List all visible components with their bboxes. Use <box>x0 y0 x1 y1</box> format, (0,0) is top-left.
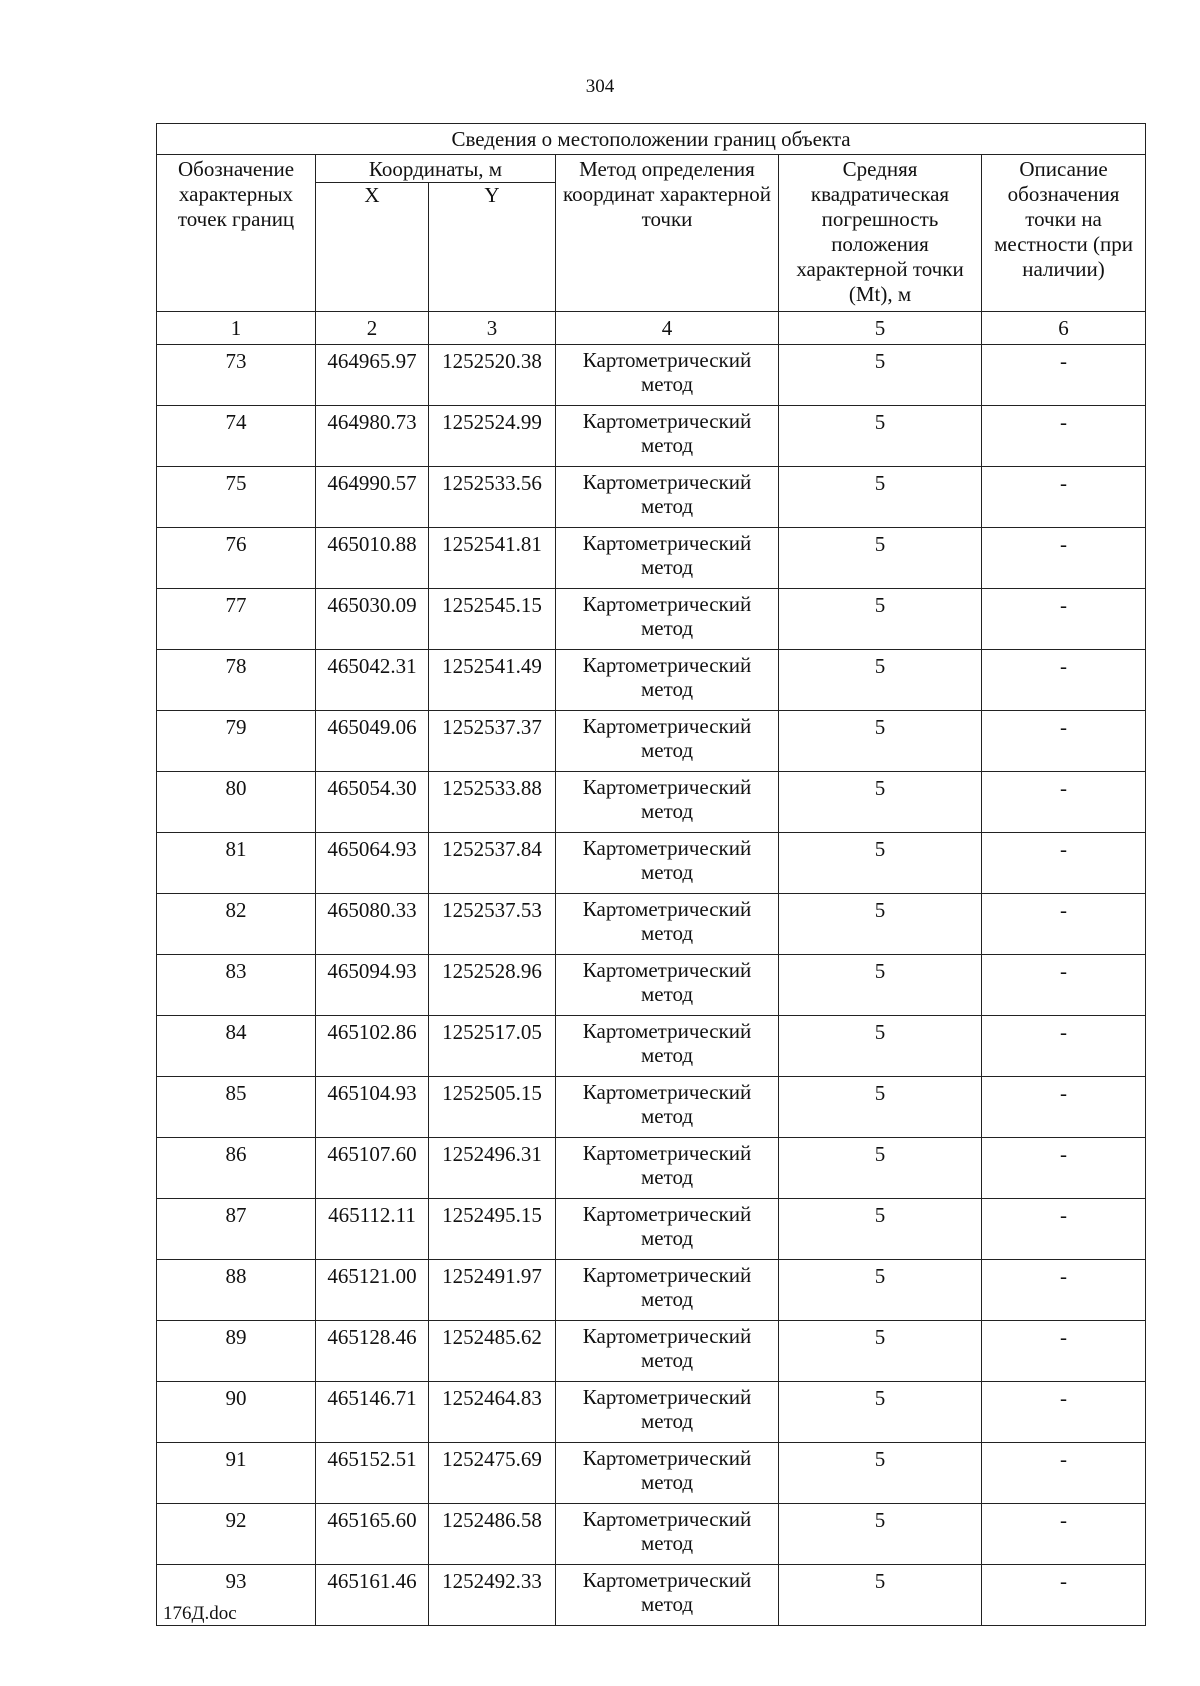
cell-x: 464990.57 <box>316 467 429 528</box>
cell-y: 1252485.62 <box>429 1321 556 1382</box>
table-row <box>157 1321 1146 1382</box>
cell-y: 1252533.56 <box>429 467 556 528</box>
cell-x: 465104.93 <box>316 1077 429 1138</box>
cell-description: - <box>982 1443 1146 1504</box>
cell-point: 77 <box>157 589 316 650</box>
header-mean-square-error: Средняя квадратическая погрешность положения характерной точки (Mt), м <box>779 155 982 312</box>
cell-method: Картометрический метод <box>556 1077 779 1138</box>
cell-x: 465146.71 <box>316 1382 429 1443</box>
cell-description: - <box>982 406 1146 467</box>
cell-y: 1252533.88 <box>429 772 556 833</box>
cell-method: Картометрический метод <box>556 1016 779 1077</box>
cell-x: 464965.97 <box>316 345 429 406</box>
cell-point: 85 <box>157 1077 316 1138</box>
cell-description: - <box>982 711 1146 772</box>
cell-method: Картометрический метод <box>556 894 779 955</box>
cell-x: 465064.93 <box>316 833 429 894</box>
cell-point: 93 <box>157 1565 316 1626</box>
cell-point: 78 <box>157 650 316 711</box>
boundary-coordinates-table <box>156 123 1146 1626</box>
cell-description: - <box>982 955 1146 1016</box>
column-number: 4 <box>556 312 779 345</box>
cell-point: 81 <box>157 833 316 894</box>
column-number: 1 <box>157 312 316 345</box>
cell-description: - <box>982 345 1146 406</box>
cell-method: Картометрический метод <box>556 345 779 406</box>
cell-method: Картометрический метод <box>556 650 779 711</box>
table-row <box>157 528 1146 589</box>
cell-error: 5 <box>779 1138 982 1199</box>
table-row <box>157 1382 1146 1443</box>
cell-description: - <box>982 589 1146 650</box>
cell-error: 5 <box>779 406 982 467</box>
cell-description: - <box>982 833 1146 894</box>
cell-y: 1252486.58 <box>429 1504 556 1565</box>
table-row <box>157 1443 1146 1504</box>
cell-x: 465049.06 <box>316 711 429 772</box>
cell-x: 465102.86 <box>316 1016 429 1077</box>
cell-description: - <box>982 528 1146 589</box>
cell-y: 1252524.99 <box>429 406 556 467</box>
cell-y: 1252475.69 <box>429 1443 556 1504</box>
cell-y: 1252541.81 <box>429 528 556 589</box>
cell-x: 465121.00 <box>316 1260 429 1321</box>
column-number: 6 <box>982 312 1146 345</box>
table-row <box>157 345 1146 406</box>
cell-x: 465107.60 <box>316 1138 429 1199</box>
table-row <box>157 406 1146 467</box>
cell-point: 80 <box>157 772 316 833</box>
footer-filename: 176Д.doc <box>163 1603 237 1624</box>
cell-error: 5 <box>779 589 982 650</box>
cell-method: Картометрический метод <box>556 406 779 467</box>
column-number: 5 <box>779 312 982 345</box>
table-row <box>157 589 1146 650</box>
cell-description: - <box>982 1321 1146 1382</box>
cell-y: 1252505.15 <box>429 1077 556 1138</box>
cell-error: 5 <box>779 528 982 589</box>
table-row <box>157 1565 1146 1626</box>
cell-error: 5 <box>779 1443 982 1504</box>
cell-y: 1252545.15 <box>429 589 556 650</box>
header-method: Метод определения координат характерной точки <box>556 155 779 312</box>
cell-description: - <box>982 1016 1146 1077</box>
cell-y: 1252492.33 <box>429 1565 556 1626</box>
table-title: Сведения о местоположении границ объекта <box>157 124 1146 155</box>
cell-y: 1252491.97 <box>429 1260 556 1321</box>
cell-x: 465094.93 <box>316 955 429 1016</box>
cell-point: 83 <box>157 955 316 1016</box>
cell-method: Картометрический метод <box>556 1443 779 1504</box>
column-number: 3 <box>429 312 556 345</box>
cell-method: Картометрический метод <box>556 1321 779 1382</box>
cell-description: - <box>982 467 1146 528</box>
table-row <box>157 833 1146 894</box>
cell-x: 464980.73 <box>316 406 429 467</box>
cell-point: 73 <box>157 345 316 406</box>
cell-error: 5 <box>779 772 982 833</box>
cell-y: 1252528.96 <box>429 955 556 1016</box>
cell-error: 5 <box>779 1199 982 1260</box>
cell-y: 1252537.37 <box>429 711 556 772</box>
header-point-designation: Обозначение характерных точек границ <box>157 155 316 312</box>
table-row <box>157 1260 1146 1321</box>
cell-method: Картометрический метод <box>556 589 779 650</box>
cell-x: 465042.31 <box>316 650 429 711</box>
column-number: 2 <box>316 312 429 345</box>
table-row <box>157 1504 1146 1565</box>
cell-method: Картометрический метод <box>556 467 779 528</box>
cell-description: - <box>982 1077 1146 1138</box>
cell-description: - <box>982 772 1146 833</box>
cell-point: 74 <box>157 406 316 467</box>
cell-error: 5 <box>779 955 982 1016</box>
cell-y: 1252496.31 <box>429 1138 556 1199</box>
cell-description: - <box>982 1382 1146 1443</box>
cell-y: 1252541.49 <box>429 650 556 711</box>
cell-point: 87 <box>157 1199 316 1260</box>
cell-error: 5 <box>779 1077 982 1138</box>
cell-point: 82 <box>157 894 316 955</box>
cell-x: 465161.46 <box>316 1565 429 1626</box>
cell-y: 1252464.83 <box>429 1382 556 1443</box>
cell-x: 465112.11 <box>316 1199 429 1260</box>
cell-error: 5 <box>779 1016 982 1077</box>
cell-method: Картометрический метод <box>556 528 779 589</box>
table-row <box>157 1138 1146 1199</box>
table-row <box>157 894 1146 955</box>
cell-method: Картометрический метод <box>556 1199 779 1260</box>
cell-description: - <box>982 650 1146 711</box>
cell-error: 5 <box>779 1260 982 1321</box>
cell-method: Картометрический метод <box>556 955 779 1016</box>
cell-method: Картометрический метод <box>556 772 779 833</box>
cell-x: 465054.30 <box>316 772 429 833</box>
cell-point: 79 <box>157 711 316 772</box>
table-body <box>157 345 1146 1626</box>
cell-y: 1252537.53 <box>429 894 556 955</box>
cell-error: 5 <box>779 650 982 711</box>
cell-error: 5 <box>779 1565 982 1626</box>
header-coordinates: Координаты, м <box>316 155 556 183</box>
cell-method: Картометрический метод <box>556 1260 779 1321</box>
cell-y: 1252537.84 <box>429 833 556 894</box>
column-number-row <box>157 312 1146 345</box>
cell-error: 5 <box>779 894 982 955</box>
cell-method: Картометрический метод <box>556 1382 779 1443</box>
table-row <box>157 955 1146 1016</box>
cell-error: 5 <box>779 1321 982 1382</box>
cell-point: 88 <box>157 1260 316 1321</box>
cell-method: Картометрический метод <box>556 1565 779 1626</box>
cell-error: 5 <box>779 1382 982 1443</box>
page-number: 304 <box>585 76 615 97</box>
cell-point: 86 <box>157 1138 316 1199</box>
cell-point: 84 <box>157 1016 316 1077</box>
cell-x: 465152.51 <box>316 1443 429 1504</box>
cell-point: 76 <box>157 528 316 589</box>
cell-error: 5 <box>779 345 982 406</box>
cell-point: 75 <box>157 467 316 528</box>
table-row <box>157 1077 1146 1138</box>
cell-error: 5 <box>779 467 982 528</box>
cell-x: 465030.09 <box>316 589 429 650</box>
header-point-description: Описание обозначения точки на местности (при наличии) <box>982 155 1146 312</box>
cell-description: - <box>982 1199 1146 1260</box>
cell-description: - <box>982 1504 1146 1565</box>
cell-description: - <box>982 1138 1146 1199</box>
cell-y: 1252517.05 <box>429 1016 556 1077</box>
table-row <box>157 467 1146 528</box>
cell-point: 90 <box>157 1382 316 1443</box>
cell-description: - <box>982 894 1146 955</box>
cell-y: 1252520.38 <box>429 345 556 406</box>
cell-x: 465080.33 <box>316 894 429 955</box>
table-row <box>157 711 1146 772</box>
cell-error: 5 <box>779 833 982 894</box>
header-x: X <box>316 183 429 312</box>
cell-point: 89 <box>157 1321 316 1382</box>
cell-description: - <box>982 1260 1146 1321</box>
cell-point: 92 <box>157 1504 316 1565</box>
cell-point: 91 <box>157 1443 316 1504</box>
cell-error: 5 <box>779 1504 982 1565</box>
table-row <box>157 1199 1146 1260</box>
cell-method: Картометрический метод <box>556 833 779 894</box>
cell-method: Картометрический метод <box>556 1504 779 1565</box>
cell-x: 465128.46 <box>316 1321 429 1382</box>
header-y: Y <box>429 183 556 312</box>
cell-y: 1252495.15 <box>429 1199 556 1260</box>
cell-method: Картометрический метод <box>556 711 779 772</box>
table-row <box>157 1016 1146 1077</box>
table-row <box>157 772 1146 833</box>
cell-method: Картометрический метод <box>556 1138 779 1199</box>
cell-x: 465165.60 <box>316 1504 429 1565</box>
cell-description: - <box>982 1565 1146 1626</box>
table-row <box>157 650 1146 711</box>
cell-x: 465010.88 <box>316 528 429 589</box>
cell-error: 5 <box>779 711 982 772</box>
